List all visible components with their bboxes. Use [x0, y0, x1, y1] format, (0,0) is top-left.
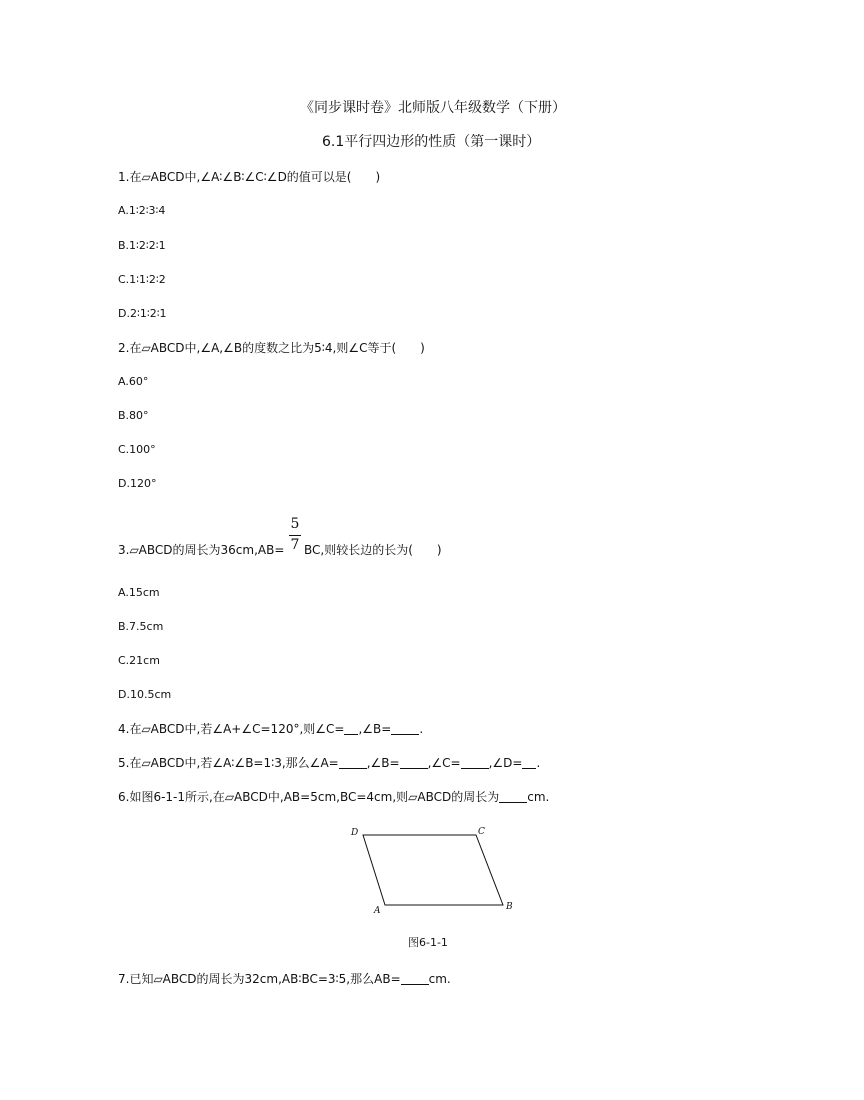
q4-answer-blank-b[interactable]	[391, 722, 419, 735]
fraction-numerator: 5	[290, 516, 300, 532]
question-5	[118, 755, 540, 771]
vertex-label-b: B	[506, 902, 513, 912]
q6-answer-blank[interactable]	[499, 790, 527, 803]
question-7	[118, 971, 451, 987]
page-title: 《同步课时卷》北师版八年级数学（下册）	[300, 100, 566, 116]
q3-option-b: B.7.5cm	[118, 620, 164, 633]
question-2-stem: 2.在▱ABCD中,∠A,∠B的度数之比为5∶4,则∠C等于( )	[118, 341, 425, 355]
question-1-stem: 1.在▱ABCD中,∠A∶∠B∶∠C∶∠D的值可以是( )	[118, 170, 381, 184]
vertex-label-d: D	[351, 828, 359, 838]
figure-caption: 图6-1-1	[408, 936, 448, 949]
q7-text-1: 7.已知▱ABCD的周长为32cm,AB∶BC=3∶5,那么AB=	[118, 972, 401, 986]
fraction-denominator: 7	[290, 537, 300, 553]
q2-option-c: C.100°	[118, 443, 156, 456]
q1-option-c: C.1∶1∶2∶2	[118, 273, 166, 286]
q5-text-1: 5.在▱ABCD中,若∠A∶∠B=1∶3,那么∠A=	[118, 756, 339, 770]
q4-text-2: ,∠B=	[358, 722, 392, 736]
q2-option-a: A.60°	[118, 375, 149, 388]
q5-text-5: .	[536, 756, 541, 770]
q6-text-1: 6.如图6-1-1所示,在▱ABCD中,AB=5cm,BC=4cm,则▱ABCD的周长为	[118, 790, 500, 804]
q1-option-b: B.1∶2∶2∶1	[118, 239, 166, 252]
question-3-stem-end: BC,则较长边的长为( )	[304, 543, 442, 557]
question-3-stem-start: 3.▱ABCD的周长为36cm,AB=	[118, 543, 285, 557]
q4-text-3: .	[419, 722, 424, 736]
q3-option-c: C.21cm	[118, 654, 160, 667]
fraction-bar	[289, 535, 301, 536]
vertex-label-c: C	[478, 827, 485, 837]
q7-answer-blank[interactable]	[401, 972, 429, 985]
q5-answer-blank-a[interactable]	[339, 756, 367, 769]
q7-text-2: cm.	[428, 972, 451, 986]
q1-option-a: A.1∶2∶3∶4	[118, 204, 166, 217]
q4-text-1: 4.在▱ABCD中,若∠A+∠C=120°,则∠C=	[118, 722, 345, 736]
q6-text-2: cm.	[527, 790, 550, 804]
question-4	[118, 721, 423, 737]
q5-text-4: ,∠D=	[488, 756, 523, 770]
q5-text-3: ,∠C=	[427, 756, 461, 770]
parallelogram-abcd	[363, 835, 503, 905]
q5-answer-blank-d[interactable]	[522, 756, 536, 769]
q5-answer-blank-b[interactable]	[400, 756, 428, 769]
q1-option-d: D.2∶1∶2∶1	[118, 307, 167, 320]
vertex-label-a: A	[374, 906, 381, 916]
q2-option-b: B.80°	[118, 409, 149, 422]
q3-option-d: D.10.5cm	[118, 688, 172, 701]
q2-option-d: D.120°	[118, 477, 157, 490]
q5-answer-blank-c[interactable]	[461, 756, 489, 769]
question-6	[118, 789, 549, 805]
section-subtitle: 6.1平行四边形的性质（第一课时）	[322, 134, 541, 150]
q5-text-2: ,∠B=	[366, 756, 400, 770]
parallelogram-figure	[340, 820, 530, 920]
q3-option-a: A.15cm	[118, 586, 160, 599]
q4-answer-blank-c[interactable]	[344, 722, 358, 735]
